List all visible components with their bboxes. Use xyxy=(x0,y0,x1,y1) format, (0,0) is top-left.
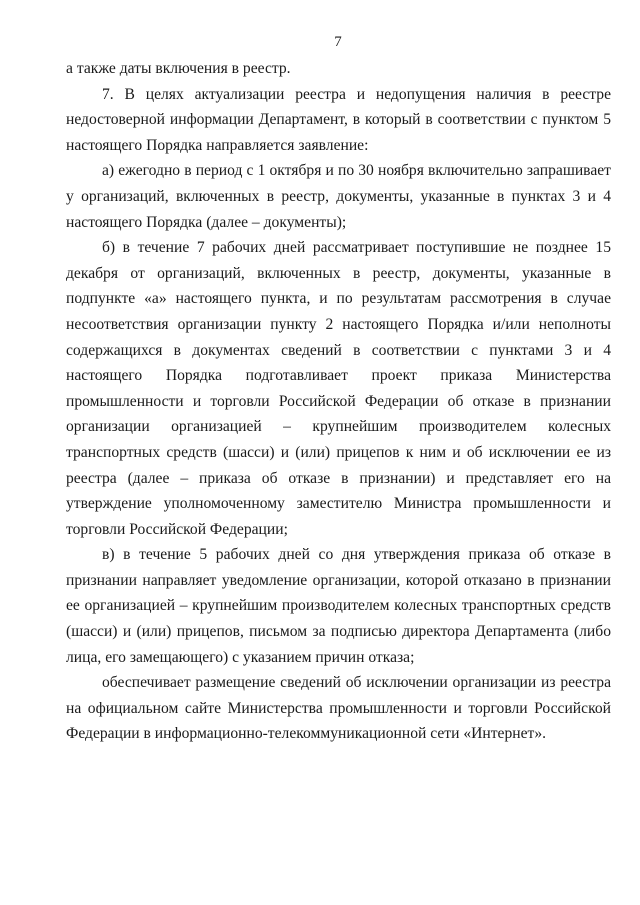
paragraph-continuation: а также даты включения в реестр. xyxy=(66,60,291,77)
document-body xyxy=(66,56,611,747)
page-number: 7 xyxy=(334,34,342,50)
paragraph-subitem-b: б) в течение 7 рабочих дней рассматривает поступившие не позднее 15 декабря от организаций, включенных в реестр, документы, указанные в подпункте «а» настоящего пункта, и по результатам рассмотрения в случае несоответствия организации пункту 2 настоящего Порядка и/или неполноты содержащихся в документах сведений в соответствии с пунктами 3 и 4 настоящего Порядка подготавливает проект приказа Министерства промышленности и торговли Российской Федерации об отказе в признании организации организацией – крупнейшим производителем колесных транспортных средств (шасси) и (или) прицепов к ним и об исключении ее из реестра (далее – приказа об отказе в признании) и представляет его на утверждение уполномоченному заместителю Министра промышленности и торговли Российской Федерации; xyxy=(66,239,611,538)
paragraph-item-7: 7. В целях актуализации реестра и недопущения наличия в реестре недостоверной информации Департамент, в который в соответствии с пунктом 5 настоящего Порядка направляется заявление: xyxy=(66,85,611,154)
paragraph-subitem-a: а) ежегодно в период с 1 октября и по 30 ноября включительно запрашивает у организаций, включенных в реестр, документы, указанные в пунктах 3 и 4 настоящего Порядка (далее – документы); xyxy=(66,162,611,231)
paragraph-subitem-v: в) в течение 5 рабочих дней со дня утверждения приказа об отказе в признании направляет уведомление организации, которой отказано в признании ее организацией – крупнейшим производителем колесных транспортных средств (шасси) и (или) прицепов, письмом за подписью директора Департамента (либо лица, его замещающего) с указанием причин отказа; xyxy=(66,546,611,666)
paragraph-publication: обеспечивает размещение сведений об исключении организации из реестра на официальном сайте Министерства промышленности и торговли Российской Федерации в информационно-телекоммуникационной сети «Интернет». xyxy=(66,674,611,743)
